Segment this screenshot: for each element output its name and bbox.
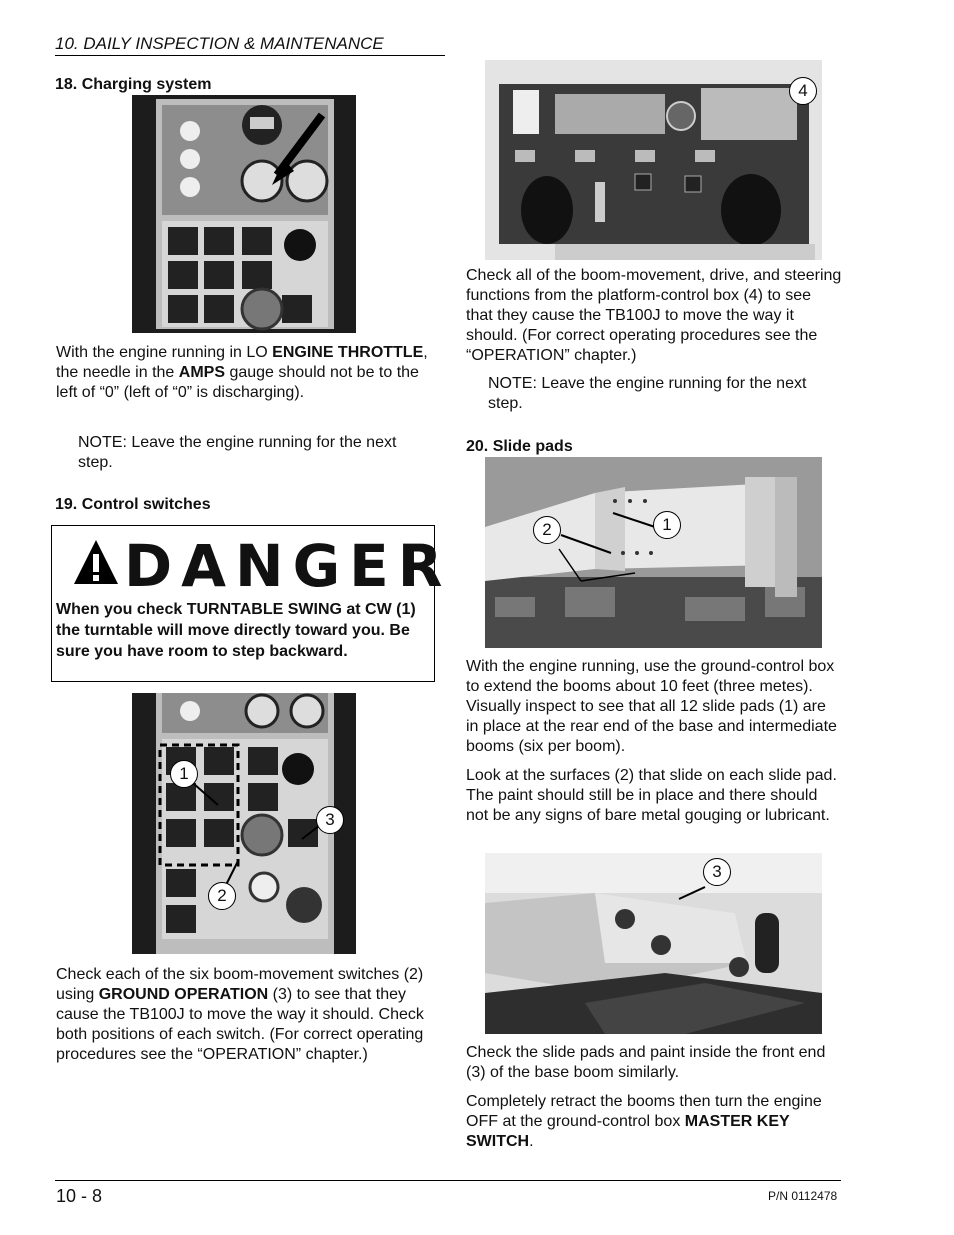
slide-pads-photo — [485, 457, 822, 648]
part-number: P/N 0112478 — [768, 1189, 838, 1203]
callout-3: 3 — [316, 806, 344, 834]
platform-control-paragraph: Check all of the boom-movement, drive, and steering functions from the platform-control box (4) to see that they cause the TB100J to move the way it should. (For correct operating procedures see the “OPERATION” chapter.) — [466, 267, 842, 364]
callout-front-end-3: 3 — [703, 858, 731, 886]
callout-1: 1 — [170, 760, 198, 788]
heading-charging-system: 18. Charging system — [55, 76, 212, 93]
callout-2: 2 — [208, 882, 236, 910]
base-boom-front-photo — [485, 853, 822, 1034]
charging-system-paragraph: With the engine running in LO ENGINE THROTTLE, the needle in the AMPS gauge should not be to the left of “0” (left of “0” is discharging). — [56, 344, 428, 401]
callout-slide-surface-2: 2 — [533, 516, 561, 544]
control-switches-paragraph: Check each of the six boom-movement switches (2) using GROUND OPERATION (3) to see that they cause the TB100J to move the way it should. Check both positions of each switch. (For correct operating procedures see the “OPERATION” chapter.) — [56, 966, 424, 1063]
warning-triangle-icon — [72, 538, 120, 586]
callout-4: 4 — [789, 77, 817, 105]
callout-slide-pad-1: 1 — [653, 511, 681, 539]
footer-rule — [55, 1180, 841, 1181]
danger-text: When you check TURNTABLE SWING at CW (1) the turntable will move directly toward you. Be sure you have room to step backward. — [56, 601, 416, 660]
platform-control-note: NOTE: Leave the engine running for the next step. — [488, 375, 807, 412]
section-header: 10. DAILY INSPECTION & MAINTENANCE — [55, 34, 445, 56]
platform-control-box-photo — [485, 60, 822, 260]
heading-slide-pads: 20. Slide pads — [466, 438, 573, 455]
danger-label: DANGER — [124, 532, 452, 600]
heading-control-switches: 19. Control switches — [55, 496, 211, 513]
front-end-paragraph: Check the slide pads and paint inside the front end (3) of the base boom similarly. — [466, 1044, 826, 1081]
slide-pads-paragraph-1: With the engine running, use the ground-control box to extend the booms about 10 feet (three metes). Visually inspect to see that all 12 slide pads (1) are in place at the rear end of the base and intermediate booms (six per boom). — [466, 658, 837, 755]
retract-booms-paragraph: Completely retract the booms then turn the engine OFF at the ground-control box MASTER KEY SWITCH. — [466, 1093, 822, 1150]
charging-system-photo — [132, 95, 356, 333]
slide-pads-paragraph-2: Look at the surfaces (2) that slide on each slide pad. The paint should still be in place and there should not be any signs of bare metal gouging or lubricant. — [466, 767, 837, 824]
page-number: 10 - 8 — [56, 1186, 103, 1206]
charging-system-note: NOTE: Leave the engine running for the next step. — [78, 434, 397, 471]
